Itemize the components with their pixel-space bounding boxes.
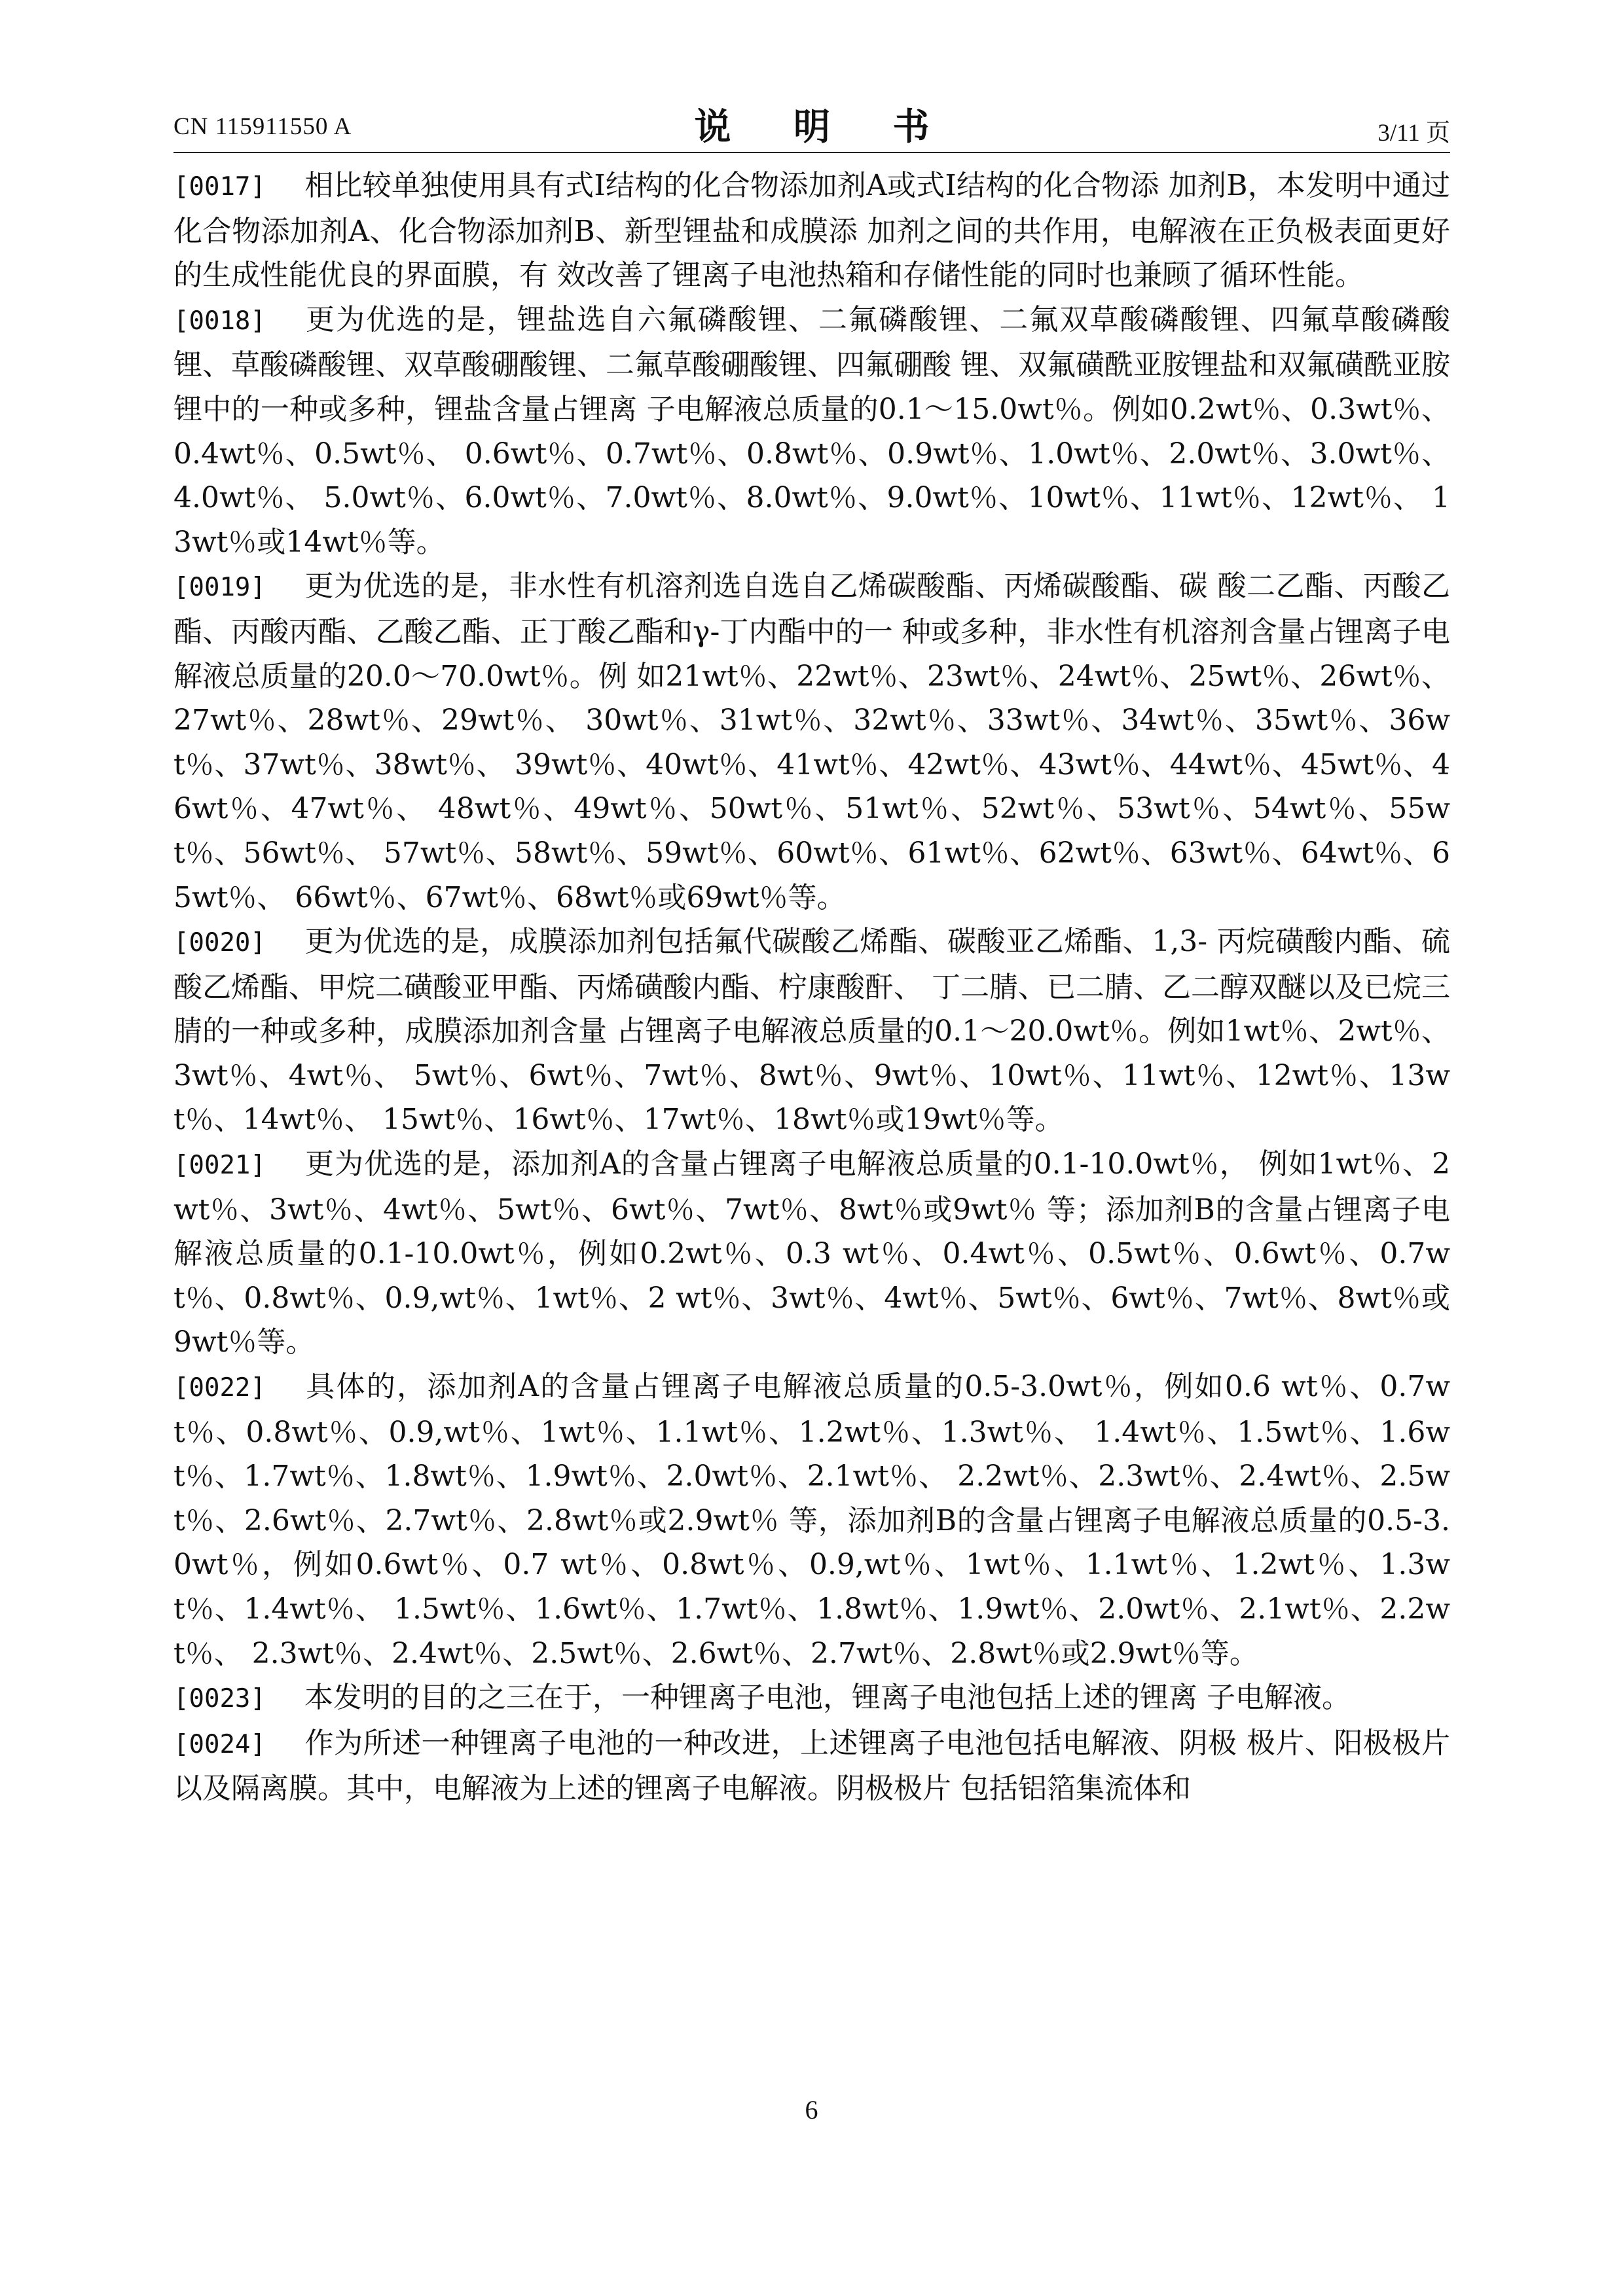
paragraph-text: 更为优选的是，锂盐选自六氟磷酸锂、二氟磷酸锂、二氟双草酸磷酸锂、四氟草酸磷酸锂、草酸磷酸锂、双草酸硼酸锂、二氟草酸硼酸锂、四氟硼酸 锂、双氟磺酰亚胺锂盐和双氟磺酰亚胺锂中的一种或多种，锂盐含量占锂离 子电解液总质量的0.1～15.0wt％。例如0.2wt％、0.3wt％、0.4wt％、0.5wt％、 0.6wt％、0.7wt％、0.8wt％、0.9wt％、1.0wt％、2.0wt％、3.0wt％、4.0wt％、 5.0wt％、6.0wt％、7.0wt％、8.0wt％、9.0wt％、10wt％、11wt％、12wt％、 13wt％或14wt％等。	[173, 302, 1450, 559]
document-number: CN 115911550 A	[173, 113, 352, 140]
paragraph-text: 更为优选的是，添加剂A的含量占锂离子电解液总质量的0.1-10.0wt％， 例如1wt％、2wt％、3wt％、4wt％、5wt％、6wt％、7wt％、8wt％或9wt％ 等；添加剂B的含量占锂离子电解液总质量的0.1-10.0wt％，例如0.2wt％、0.3 wt％、0.4wt％、0.5wt％、0.6wt％、0.7wt％、0.8wt％、0.9,wt％、1wt％、2 wt％、3wt％、4wt％、5wt％、6wt％、7wt％、8wt％或9wt％等。	[173, 1147, 1450, 1359]
paragraph-text: 相比较单独使用具有式I结构的化合物添加剂A或式I结构的化合物添 加剂B，本发明中通过化合物添加剂A、化合物添加剂B、新型锂盐和成膜添 加剂之间的共作用，电解液在正负极表面更好的生成性能优良的界面膜，有 效改善了锂离子电池热箱和存储性能的同时也兼顾了循环性能。	[173, 169, 1450, 293]
paragraph-0024	[173, 1721, 1450, 1811]
paragraph-number: [0018]	[173, 306, 266, 336]
page-header	[173, 98, 1450, 147]
paragraph-number: [0022]	[173, 1373, 266, 1403]
paragraph-0018	[173, 298, 1450, 565]
paragraph-text: 更为优选的是，成膜添加剂包括氟代碳酸乙烯酯、碳酸亚乙烯酯、1,3- 丙烷磺酸内酯、硫酸乙烯酯、甲烷二磺酸亚甲酯、丙烯磺酸内酯、柠康酸酐、 丁二腈、已二腈、乙二醇双醚以及已烷三腈的一种或多种，成膜添加剂含量 占锂离子电解液总质量的0.1～20.0wt％。例如1wt％、2wt％、3wt％、4wt％、 5wt％、6wt％、7wt％、8wt％、9wt％、10wt％、11wt％、12wt％、13wt％、14wt％、 15wt％、16wt％、17wt％、18wt％或19wt％等。	[173, 925, 1450, 1137]
paragraph-text: 更为优选的是，非水性有机溶剂选自选自乙烯碳酸酯、丙烯碳酸酯、碳 酸二乙酯、丙酸乙酯、丙酸丙酯、乙酸乙酯、正丁酸乙酯和γ-丁内酯中的一 种或多种，非水性有机溶剂含量占锂离子电解液总质量的20.0～70.0wt％。例 如21wt％、22wt％、23wt％、24wt％、25wt％、26wt％、27wt％、28wt％、29wt％、 30wt％、31wt％、32wt％、33wt％、34wt％、35wt％、36wt％、37wt％、38wt％、 39wt％、40wt％、41wt％、42wt％、43wt％、44wt％、45wt％、46wt％、47wt％、 48wt％、49wt％、50wt％、51wt％、52wt％、53wt％、54wt％、55wt％、56wt％、 57wt％、58wt％、59wt％、60wt％、61wt％、62wt％、63wt％、64wt％、65wt％、 66wt％、67wt％、68wt％或69wt％等。	[173, 569, 1450, 914]
paragraph-0020	[173, 920, 1450, 1142]
document-body	[173, 164, 1450, 1811]
header-rule	[173, 152, 1450, 153]
paragraph-number: [0024]	[173, 1729, 266, 1759]
paragraph-text: 作为所述一种锂离子电池的一种改进，上述锂离子电池包括电解液、阴极 极片、阳极极片以及隔离膜。其中，电解液为上述的锂离子电解液。阴极极片 包括铝箔集流体和	[173, 1726, 1450, 1806]
paragraph-number: [0021]	[173, 1151, 266, 1181]
paragraph-text: 具体的，添加剂A的含量占锂离子电解液总质量的0.5-3.0wt％，例如0.6 wt％、0.7wt％、0.8wt％、0.9,wt％、1wt％、1.1wt％、1.2wt％、1.3wt％、 1.4wt％、1.5wt％、1.6wt％、1.7wt％、1.8wt％、1.9wt％、2.0wt％、2.1wt％、 2.2wt％、2.3wt％、2.4wt％、2.5wt％、2.6wt％、2.7wt％、2.8wt％或2.9wt％ 等，添加剂B的含量占锂离子电解液总质量的0.5-3.0wt％，例如0.6wt％、0.7 wt％、0.8wt％、0.9,wt％、1wt％、1.1wt％、1.2wt％、1.3wt％、1.4wt％、 1.5wt％、1.6wt％、1.7wt％、1.8wt％、1.9wt％、2.0wt％、2.1wt％、2.2wt％、 2.3wt％、2.4wt％、2.5wt％、2.6wt％、2.7wt％、2.8wt％或2.9wt％等。	[173, 1370, 1450, 1670]
paragraph-0021	[173, 1142, 1450, 1365]
paragraph-0017	[173, 164, 1450, 298]
paragraph-text: 本发明的目的之三在于，一种锂离子电池，锂离子电池包括上述的锂离 子电解液。	[304, 1681, 1351, 1715]
page-counter: 3/11 页	[1377, 120, 1450, 147]
paragraph-number: [0017]	[173, 172, 266, 202]
paragraph-0023	[173, 1676, 1450, 1721]
paragraph-0019	[173, 564, 1450, 920]
paragraph-number: [0023]	[173, 1684, 266, 1714]
paragraph-number: [0019]	[173, 573, 266, 603]
paragraph-number: [0020]	[173, 928, 266, 958]
page-number: 6	[805, 2095, 818, 2125]
paragraph-0022	[173, 1365, 1450, 1676]
document-title: 说 明 书	[694, 105, 955, 149]
